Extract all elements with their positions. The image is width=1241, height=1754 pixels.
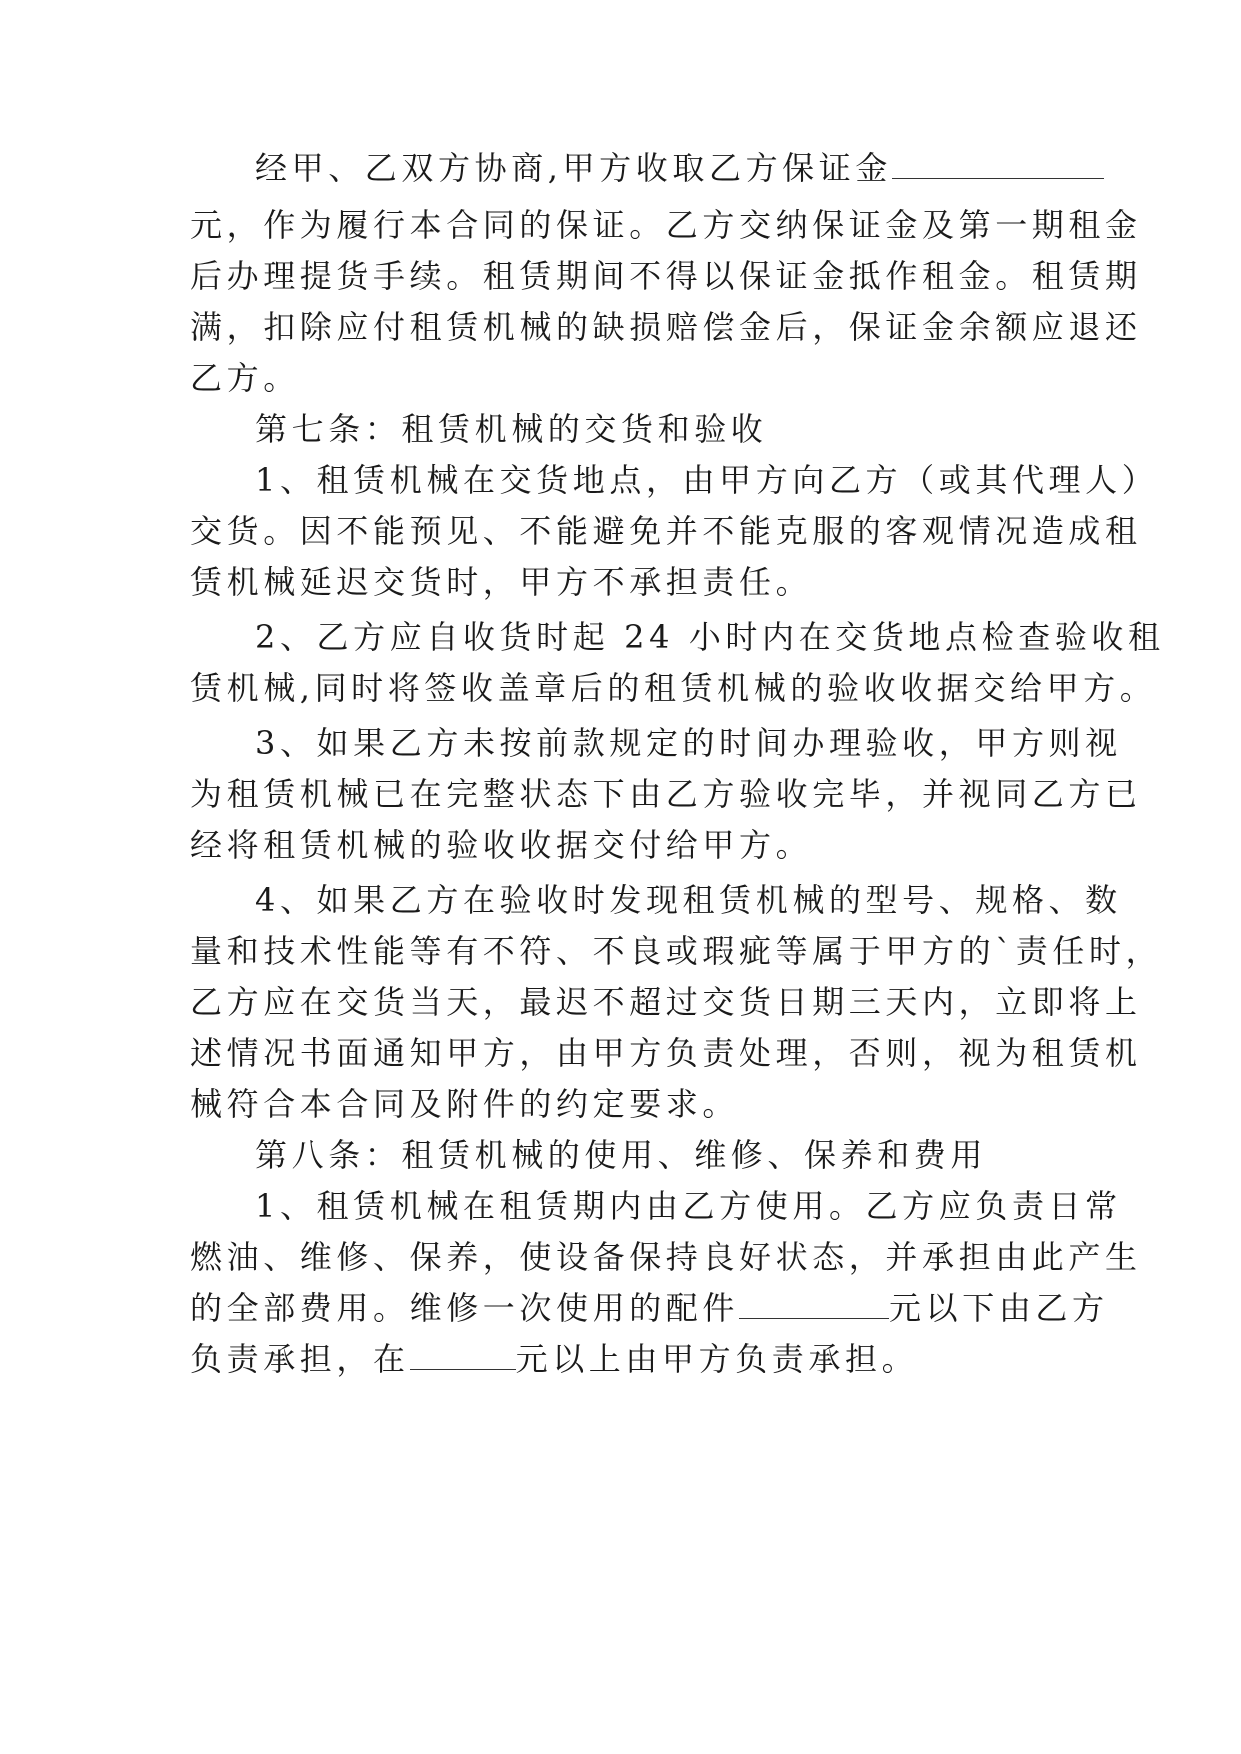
section-heading: 第八条：租赁机械的使用、维修、保养和费用: [255, 1136, 988, 1174]
paragraph-line: 1、租赁机械在租赁期内由乙方使用。乙方应负责日常: [255, 1187, 1122, 1225]
paragraph-line: 量和技术性能等有不符、不良或瑕疵等属于甲方的`责任时，: [190, 932, 1163, 970]
fill-in-blank: [410, 1339, 516, 1370]
paragraph-line: 3、如果乙方未按前款规定的时间办理验收，甲方则视: [255, 724, 1122, 762]
paragraph-line: 赁机械,同时将签收盖章后的租赁机械的验收收据交给甲方。: [190, 669, 1157, 707]
paragraph-line: [190, 1288, 1109, 1328]
paragraph-line: 燃油、维修、保养，使设备保持良好状态，并承担由此产生: [190, 1238, 1142, 1276]
paragraph-line: 经将租赁机械的验收收据交付给甲方。: [190, 826, 813, 864]
section-heading: 第七条：租赁机械的交货和验收: [255, 410, 768, 448]
paragraph-line: 1、租赁机械在交货地点，由甲方向乙方（或其代理人）: [255, 461, 1159, 499]
paragraph-line: 械符合本合同及附件的约定要求。: [190, 1085, 740, 1123]
paragraph-line: [190, 1339, 1050, 1379]
paragraph-line: 后办理提货手续。租赁期间不得以保证金抵作租金。租赁期: [190, 257, 1142, 295]
paragraph-line: 乙方应在交货当天，最迟不超过交货日期三天内，立即将上: [190, 983, 1142, 1021]
line-text: 的全部费用。维修一次使用的配件: [190, 1289, 740, 1327]
paragraph-line: 4、如果乙方在验收时发现租赁机械的型号、规格、数: [255, 881, 1122, 919]
paragraph-line: 述情况书面通知甲方，由甲方负责处理，否则，视为租赁机: [190, 1034, 1142, 1072]
paragraph-line: 2、乙方应自收货时起 24 小时内在交货地点检查验收租: [255, 618, 1165, 656]
paragraph-line: [255, 148, 1050, 188]
fill-in-blank: [739, 1288, 889, 1319]
paragraph-line: 交货。因不能预见、不能避免并不能克服的客观情况造成租: [190, 512, 1142, 550]
paragraph-line: 元，作为履行本合同的保证。乙方交纳保证金及第一期租金: [190, 206, 1142, 244]
paragraph-line: 为租赁机械已在完整状态下由乙方验收完毕，并视同乙方已: [190, 775, 1142, 813]
line-text: 经甲、乙双方协商,甲方收取乙方保证金: [255, 149, 892, 187]
line-text: 负责承担，在: [190, 1340, 410, 1378]
paragraph-line: 乙方。: [190, 359, 300, 397]
fill-in-blank: [892, 148, 1104, 179]
line-text: 元以上由甲方负责承担。: [515, 1340, 919, 1378]
paragraph-line: 赁机械延迟交货时，甲方不承担责任。: [190, 563, 813, 601]
paragraph-line: 满，扣除应付租赁机械的缺损赔偿金后，保证金余额应退还: [190, 308, 1142, 346]
line-text: 元以下由乙方: [889, 1289, 1109, 1327]
